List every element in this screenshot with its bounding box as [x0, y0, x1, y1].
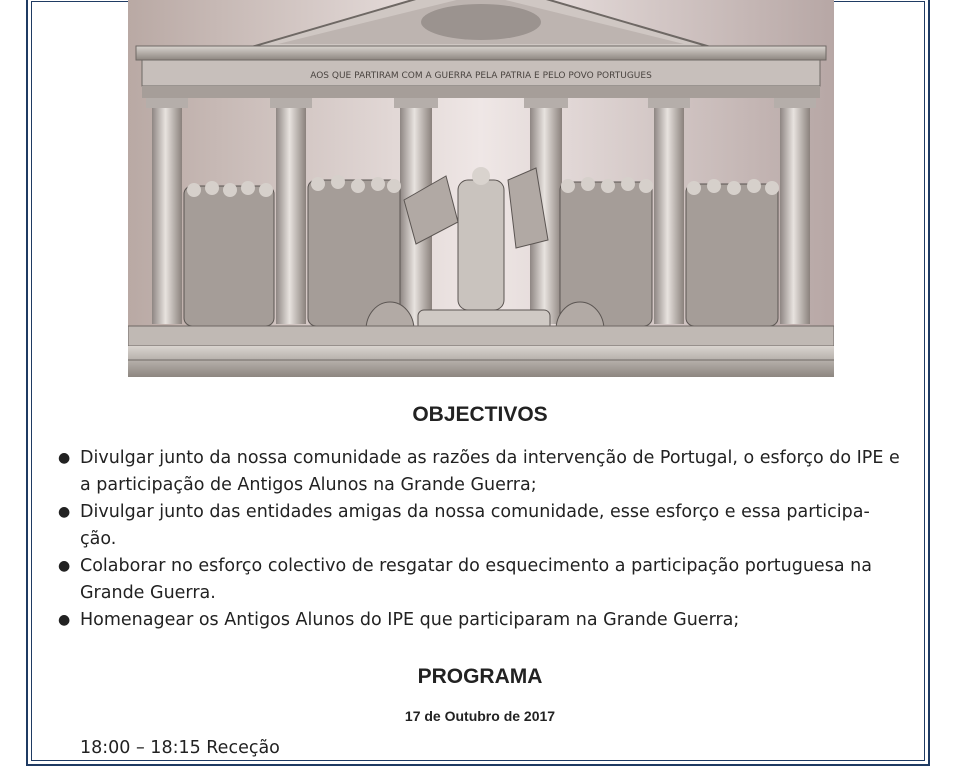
list-item [56, 553, 906, 607]
objective-text: Divulgar junto das entidades amigas da nossa comunidade, esse esforço e essa participa-ção. [80, 502, 870, 549]
bullet-dot-icon: ● [58, 612, 71, 628]
objective-text: Colaborar no esforço colectivo de resgatar do esquecimento a participação portuguesa na Grande Guerra. [80, 556, 872, 603]
objective-text: Homenagear os Antigos Alunos do IPE que participaram na Grande Guerra; [80, 610, 740, 630]
objectives-list [56, 445, 906, 634]
objective-text: Divulgar junto da nossa comunidade as razões da intervenção de Portugal, o esforço do IPE e a participação de Antigos Alunos na Grande Guerra; [80, 448, 900, 495]
schedule-item: 18:00 – 18:15 Receção [80, 738, 280, 758]
list-item [56, 445, 906, 499]
bullet-dot-icon: ● [58, 558, 71, 574]
bullet-dot-icon: ● [58, 504, 71, 520]
list-item [56, 499, 906, 553]
bullet-dot-icon: ● [58, 450, 71, 466]
objectives-heading: OBJECTIVOS [412, 403, 548, 426]
memorial-photo [128, 0, 834, 377]
programa-heading: PROGRAMA [417, 665, 543, 688]
event-date: 17 de Outubro de 2017 [404, 708, 556, 724]
list-item [56, 607, 906, 634]
inscription-text: AOS QUE PARTIRAM COM A GUERRA PELA PATRIA E PELO POVO PORTUGUES [310, 71, 652, 81]
